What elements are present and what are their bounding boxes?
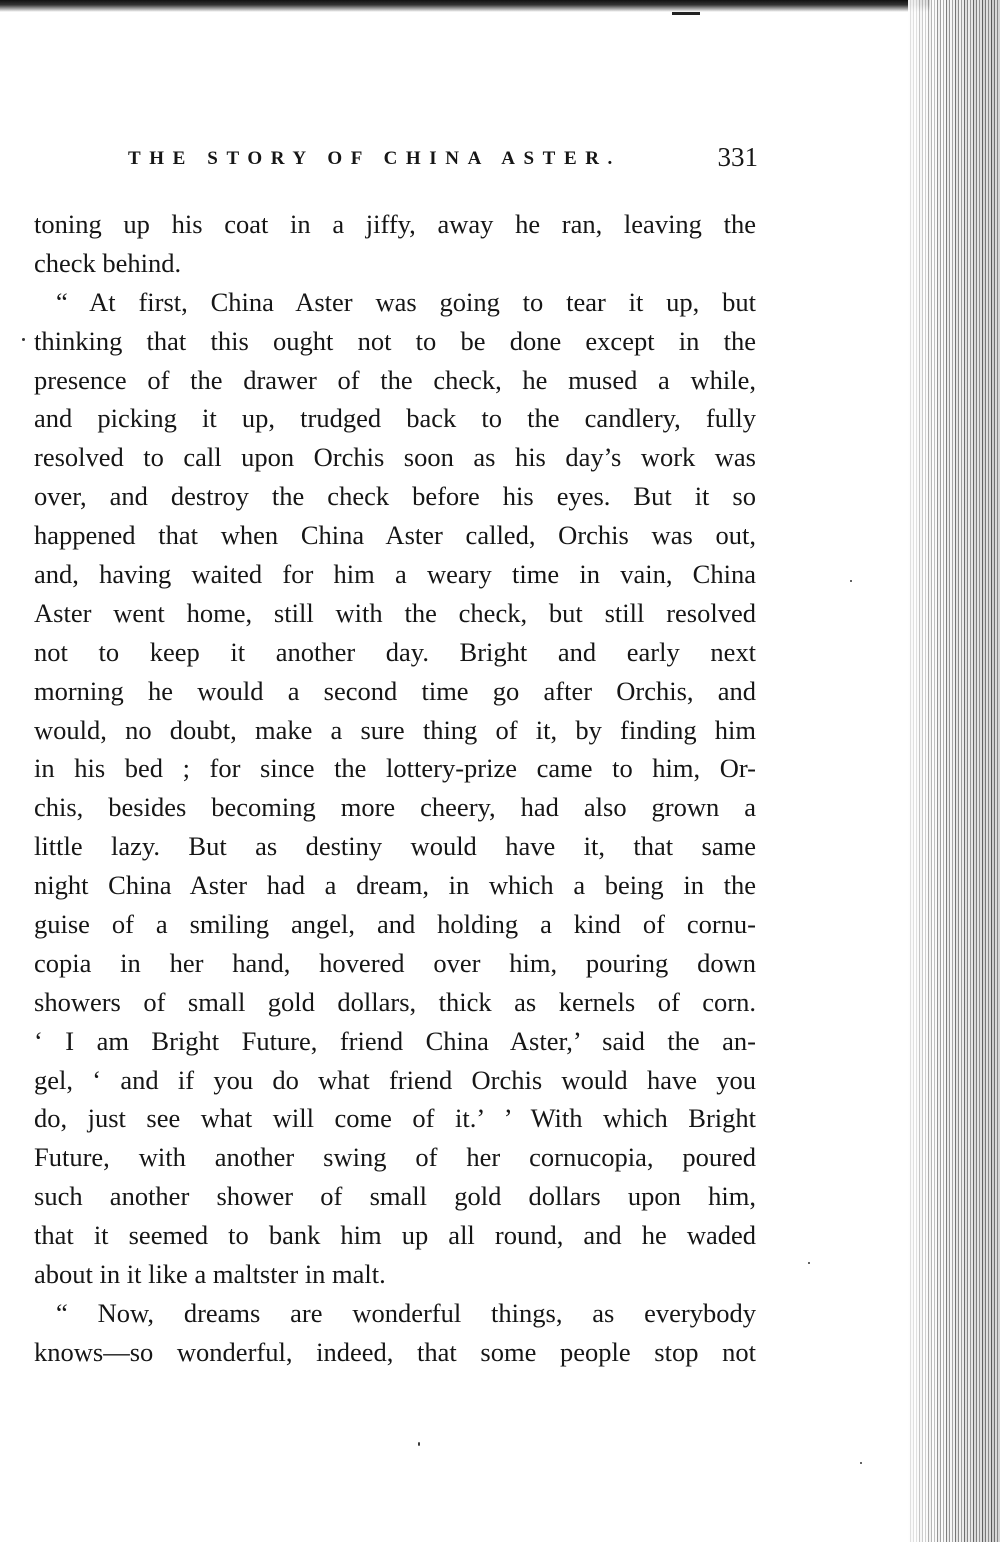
text-line: Aster went home, still with the check, but still resolved: [34, 597, 756, 628]
text-line: Future, with another swing of her cornucopia, poured: [34, 1142, 756, 1173]
text-line: not to keep it another day. Bright and early next: [34, 636, 756, 667]
text-line: thinking that this ought not to be done except in the: [34, 325, 756, 356]
scan-top-edge: [0, 0, 930, 12]
text-line: morning he would a second time go after Orchis, and: [34, 675, 756, 706]
body-text: [34, 205, 756, 1372]
text-line: and, having waited for him a weary time in vain, China: [34, 559, 756, 590]
text-line: copia in her hand, hovered over him, pouring down: [34, 947, 756, 978]
text-line: that it seemed to bank him up all round, and he waded: [34, 1220, 756, 1251]
text-line: knows—so wonderful, indeed, that some people stop not: [34, 1336, 756, 1367]
text-line: happened that when China Aster called, Orchis was out,: [34, 520, 756, 551]
text-line: little lazy. But as destiny would have it, that same: [34, 831, 756, 862]
text-line: night China Aster had a dream, in which a being in the: [34, 870, 756, 901]
scan-mark: [672, 12, 700, 15]
text-line: in his bed ; for since the lottery-prize came to him, Or-: [34, 753, 756, 784]
text-line: showers of small gold dollars, thick as kernels of corn.: [34, 986, 756, 1017]
text-line: check behind.: [34, 247, 182, 278]
page-number: 331: [717, 142, 758, 172]
scan-speck: [850, 580, 852, 582]
text-line: such another shower of small gold dollars upon him,: [34, 1181, 756, 1212]
scan-speck: [22, 338, 25, 341]
text-line: ‘ I am Bright Future, friend China Aster,’ said the an-: [34, 1025, 756, 1056]
running-head-title: THE STORY OF CHINA ASTER.: [128, 148, 621, 169]
text-line: resolved to call upon Orchis soon as his day’s work was: [34, 442, 756, 473]
text-line: about in it like a maltster in malt.: [34, 1259, 386, 1290]
text-line: presence of the drawer of the check, he mused a while,: [34, 364, 756, 395]
running-head: [128, 142, 758, 178]
scan-speck: [808, 1262, 810, 1264]
text-line: “ At first, China Aster was going to tear it up, but: [56, 286, 756, 317]
text-line: toning up his coat in a jiffy, away he ran, leaving the: [34, 209, 756, 239]
text-line: gel, ‘ and if you do what friend Orchis would have you: [34, 1064, 756, 1095]
text-line: do, just see what will come of it.’ ’ With which Bright: [34, 1103, 756, 1134]
text-line: “ Now, dreams are wonderful things, as everybody: [56, 1297, 756, 1328]
text-line: guise of a smiling angel, and holding a kind of cornu-: [34, 909, 756, 940]
scan-speck: [418, 1442, 420, 1446]
text-line: over, and destroy the check before his eyes. But it so: [34, 481, 756, 512]
scan-speck: [860, 1462, 862, 1464]
text-line: would, no doubt, make a sure thing of it, by finding him: [34, 714, 756, 745]
text-line: and picking it up, trudged back to the candlery, fully: [34, 403, 756, 434]
text-line: chis, besides becoming more cheery, had also grown a: [34, 792, 756, 823]
page-stack-shading: [908, 0, 1000, 1542]
